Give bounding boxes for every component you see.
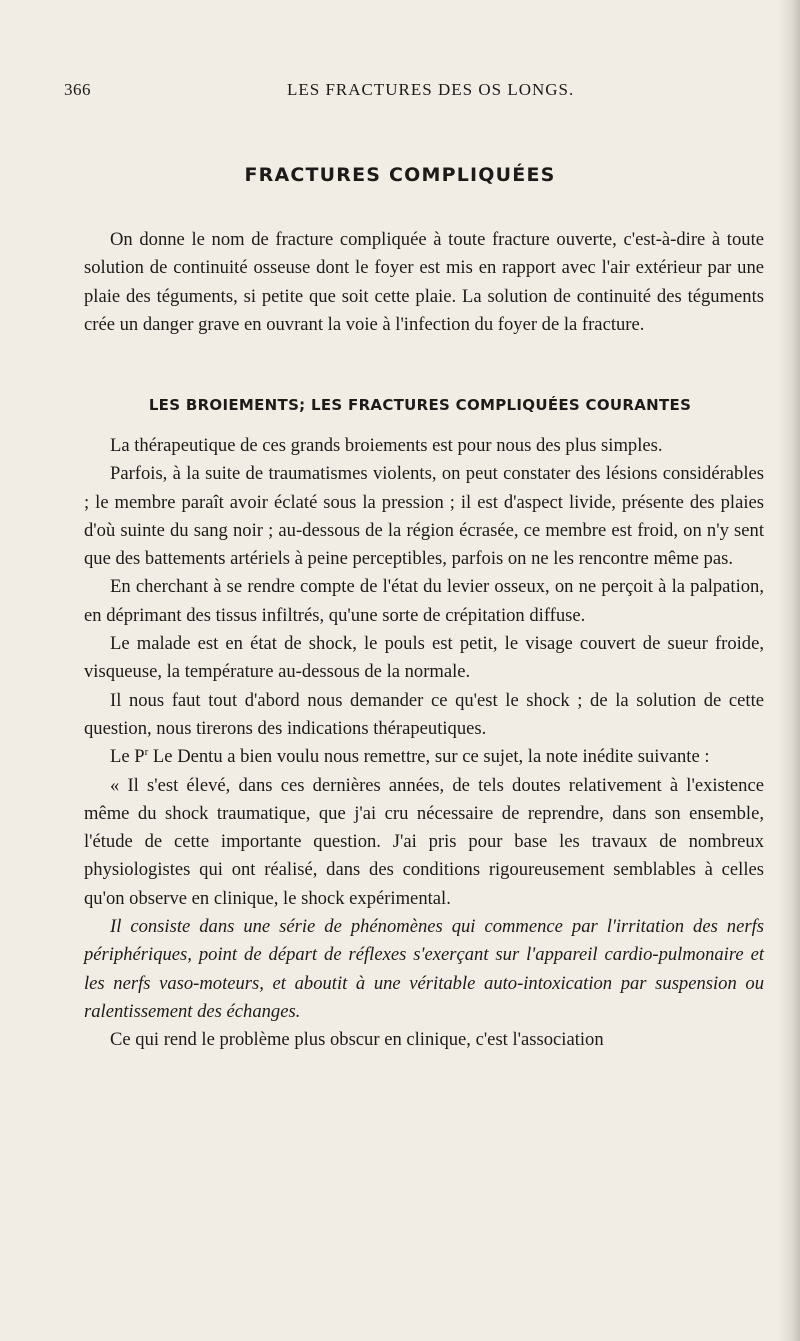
page-number: 366 [64,80,91,99]
paragraph-2: Parfois, à la suite de traumatismes violents, on peut constater des lésions considérables ; le membre paraît avoir éclaté sous la pression ; il est d'aspect livide, présente des plaies d'où suinte du sang noir ; au-dessous de la région écrasée, ce membre est froid, on n'y sent que des battements artériels à peine perceptibles, parfois on ne les rencontre même pas. [84,463,764,570]
paragraph-6-superscript: r [144,746,149,759]
intro-paragraph: On donne le nom de fracture compliquée à toute fracture ouverte, c'est-à-dire à toute solution de continuité osseuse dont le foyer est mis en rapport avec l'air extérieur par une plaie des téguments, si petite que soit cette plaie. La solution de continuité des téguments crée un danger grave en ouvrant la voie à l'infection du foyer de la fracture. [84,229,764,335]
paragraph-4: Le malade est en état de shock, le pouls est petit, le visage couvert de sueur froide, visqueuse, la température au-dessous de la normale. [84,633,764,683]
paragraph-6-rest: Le Dentu a bien voulu nous remettre, sur ce sujet, la note inédite suivante : [148,746,710,768]
paragraph-3: En cherchant à se rendre compte de l'état du levier osseux, on ne perçoit à la palpation, en déprimant des tissus infiltrés, qu'une sorte de crépitation diffuse. [84,576,764,626]
paragraph-5: Il nous faut tout d'abord nous demander ce qu'est le shock ; de la solution de cette question, nous tirerons des indications thérapeutiques. [84,689,764,739]
paragraph-7-quote: « Il s'est élevé, dans ces dernières années, de tels doutes relativement à l'existence même du shock traumatique, que j'ai cru nécessaire de reprendre, dans son ensemble, l'étude de cette importante question. J'ai pris pour base les travaux de nombreux physiologistes qui ont réalisé, dans des conditions rigoureusement semblables à celles qu'on observe en clinique, le shock expérimental. [84,774,764,909]
section-title: FRACTURES COMPLIQUÉES [244,164,556,186]
running-head [64,80,784,108]
paragraph-8-italic: Il consiste dans une série de phénomènes qui commence par l'irritation des nerfs périphériques, point de départ de réflexes s'exerçant sur l'appareil cardio-pulmonaire et les nerfs vaso-moteurs, et aboutit à une véritable auto-intoxication par suspension ou ralentissement des échanges. [84,916,764,1022]
main-text [84,432,764,1055]
page-edge-shadow [778,0,800,1341]
subsection-title: LES BROIEMENTS; LES FRACTURES COMPLIQUÉES COURANTES [148,396,692,414]
intro-text [84,226,764,339]
paragraph-6-prefix: Le P [110,746,145,768]
paragraph-9: Ce qui rend le problème plus obscur en clinique, c'est l'association [110,1029,604,1051]
paragraph-1: La thérapeutique de ces grands broiements est pour nous des plus simples. [110,435,663,456]
running-head-title: LES FRACTURES DES OS LONGS. [287,80,575,99]
paragraph-6 [84,743,764,771]
